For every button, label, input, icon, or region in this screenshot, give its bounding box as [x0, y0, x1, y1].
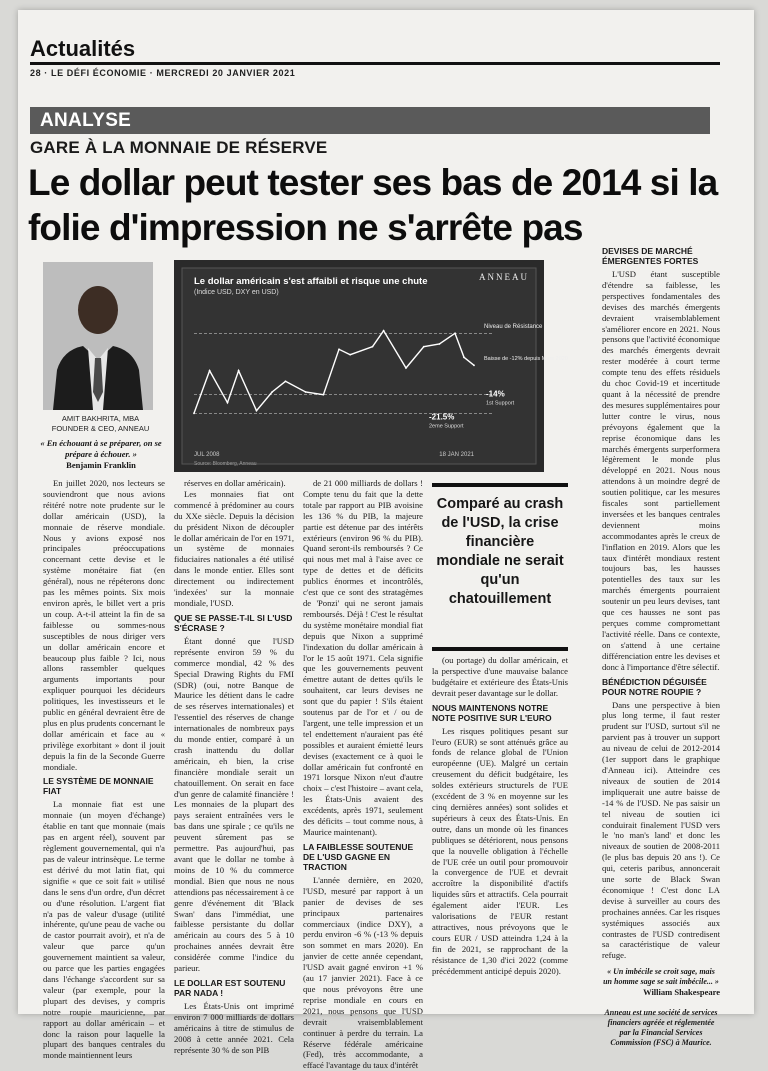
- annotation-resistance: Niveau de Résistance: [484, 324, 543, 330]
- subheading: LA FAIBLESSE SOUTENUE DE L'USD GAGNE EN TRACTION: [303, 841, 414, 872]
- pull-quote: Comparé au crash de l'USD, la crise financière mondiale ne serait qu'un chatouillement: [436, 496, 564, 607]
- article-column-4: [432, 655, 568, 976]
- paragraph: En juillet 2020, nos lecteurs se souviendront que nous avions réitéré notre note prudente sur le dollar américain (USD), la monnaie de réserve mondiale. Nous y avions exposé nos principales préoccupations concernant cette devise et le système monétaire fiat (en général), nous ne répéterons donc pas les mêmes points. Six mois environ après, le billet vert a pris un coup. A-t-il atteint la fin de sa faiblesse ou sommes-nous susceptibles de nous diriger vers un dollar américain encore et beaucoup plus faible ? Ici, nous allons rassembler quelques arguments importants pour expliquer pourquoi les décideurs politiques, les investisseurs et le public en général devraient être de plus en plus prudents concernant le dollar américain et face au « privilège exorbitant » dont il jouit depuis la fin de la Seconde Guerre mondiale.: [43, 478, 165, 772]
- subheading: LE DOLLAR EST SOUTENU PAR NADA !: [174, 977, 286, 998]
- dxy-point: [193, 412, 195, 414]
- paragraph: Les États-Unis ont imprimé environ 7 000 milliards de dollars américains à titre de stimulus de 2008 à cette année 2021. Cela représente 30 % de son PIB: [174, 1000, 294, 1055]
- annotation-first-support: -14%: [486, 389, 505, 399]
- annotation-first-support-sub: 1st Support: [486, 400, 515, 407]
- author-credit: [38, 414, 163, 434]
- dxy-point: [439, 343, 441, 345]
- subheading: NOUS MAINTENONS NOTRE NOTE POSITIVE SUR L'EURO: [432, 702, 552, 723]
- disclaimer-note: Anneau est une société de services financiers agréée et réglementée par la Financial Services Commission (FSC) à Maurice.: [604, 1008, 718, 1048]
- author-portrait: [43, 262, 153, 410]
- dxy-point: [372, 346, 374, 348]
- person-silhouette-icon: [43, 262, 153, 410]
- section-rule: [30, 62, 720, 65]
- dxy-point: [473, 364, 475, 366]
- closing-quote-author: William Shakespeare: [643, 987, 720, 998]
- issue-line: 28 · LE DÉFI ÉCONOMIE · MERCREDI 20 JANVIER 2021: [30, 68, 296, 78]
- analysis-bar: [30, 107, 710, 134]
- author-role: FOUNDER & CEO, ANNEAU: [51, 424, 150, 433]
- annotation-decline: Baisse de -12% depuis Mars 2020: [484, 356, 568, 362]
- article-column-3: [303, 478, 423, 1071]
- paragraph: La monnaie fiat est une monnaie (un moyen d'échange) établie en tant que monnaie (mais pas en argent réel), souvent par règlement gouvernemental, qui n'a pas de valeur intrinsèque. Le terme est dérivé du mot latin fiat, qui signifie « que ce soit fait » utilisé dans le sens d'un ordre, d'un décret ou d'une résolution. L'argent fiat n'a pas de valeur d'usage (utilité inhérente, qu'une peau de vache ou de castor pourrait avoir), et n'a de valeur que parce qu'un gouvernement maintient sa valeur, ou parce que les parties engagées dans l'échange s'accordent sur sa valeur (par exemple, pour la plupart des devises, y compris notre roupie mauricienne, par rapport au dollar américain – et donc la raison pour laquelle la plupart des banques centrales du monde maintiennent leurs: [43, 799, 165, 1061]
- chart-source: Source: Bloomberg, Anneau: [194, 461, 257, 467]
- article-kicker: GARE À LA MONNAIE DE RÉSERVE: [30, 138, 328, 157]
- dxy-point: [383, 330, 385, 332]
- closing-quote: « Un imbécile se croit sage, mais un homme sage se sait imbécile... »: [603, 967, 719, 987]
- paragraph: réserves en dollar américain).: [184, 478, 286, 488]
- chart-canvas: [174, 260, 568, 472]
- subheading: DEVISES DE MARCHÉ ÉMERGENTES FORTES: [602, 246, 699, 266]
- dxy-point: [323, 394, 325, 396]
- paragraph: Dans une perspective à bien plus long terme, il faut rester prudent sur l'USD, surtout s'il ne parvient pas à trouver un support au niveau de celui de 2012-2014 (1er support dans le graphique d'Anneau ici). Atteindre ces niveaux de soutien de 2014 impliquerait une autre baisse de -14 % de l'USD. Ne pas saisir un tel niveau de soutien ici conduirait finalement l'USD vers le 'no man's land' et donc les niveaux de soutien de 2008-2011 (le plus bas depuis 20 ans !). Ce qui, ceteris paribus, annoncerait une sorte de Black Swan économique ! C'est donc LA devise à surveiller au cours des prochaines années. Car les risques systémiques associés aux contrastes de l'USD contredisent sa caractéristique de valeur refuge.: [602, 699, 720, 961]
- quote-author: Benjamin Franklin: [66, 460, 136, 470]
- paragraph: L'USD étant susceptible d'étendre sa faiblesse, les perspectives fondamentales des devises des marchés émergents devraient vraisemblablement s'améliorer encore en 2021. Nous pensons que l'activité économique des marchés émergents devrait rester modérée à court terme compte tenu des effets résiduels du choc Covid-19 et incertitude quant à la nécessité de prendre des mesures supplémentaires pour lutter contre le virus, nous prévoyons également que la reprise économique dans les marchés émergents surperformera légèrement le monde plus développé en 2021. Nous nous attendons à un moindre degré de soutien politique, car les mesures fiscales sont partiellement inversées et les banques centrales deviennent moins accommodantes après le creux de l'inflation en 2019. Alors que les taux d'intérêt mondiaux restent toujours bas, les hausses potentielles des taux sur les marchés émergents pourraient soutenir un peu leurs devises, tant que ces hausses ne sont pas perçues comme compromettant l'activité réelle. Dans ce contexte, on s'attend à une certaine différenciation entre les devises et donc à l'importance d'être sélectif.: [602, 269, 720, 672]
- chart-brand: ANNEAU: [479, 272, 529, 282]
- paragraph: Étant donné que l'USD représente environ 59 % du commerce mondial, 42 % des Special Drawing Rights du FMI (SDR) (oui, notre Banque de Maurice les détient dans le cadre de ses réserves internationales) et l'essentiel des réserves de change internationales de nombreux pays du monde entier, comparé à un crash inattendu du dollar américain, eh bien, la crise financière mondiale serait un chatouillement. On serait en face d'un genre de calamité financière ! Les monnaies de la plupart des pays seraient entraînées vers le bas dans une spirale ; ce qu'ils ne peuvent sûrement pas se permettre. Pas aujourd'hui, pas avant que le dollar ne tombe à moins de 10 % du commerce mondial. Bien que nous ne nous attendions pas nécessairement à ce genre d'événement dit 'Black Swan' dans l'immédiat, une faiblesse persistante du dollar américain au cours des 5 à 10 prochaines années devrait être considérée comme l'indice du parieur.: [174, 635, 294, 974]
- dxy-point: [405, 367, 407, 369]
- paragraph: Les monnaies fiat ont commencé à prédominer au cours du XXe siècle. Depuis la décision du président Nixon de découpler le dollar américain de l'or en 1971, un système de monnaies fiduciaires nationales a été utilisé dans le monde entier. Elles sont directement ou indirectement 'indexées' sur la monnaie mondiale, l'USD.: [174, 488, 294, 608]
- analysis-label: ANALYSE: [40, 110, 132, 131]
- chart-title: Le dollar américain s'est affaibli et risque une chute: [194, 276, 428, 287]
- dxy-point: [423, 346, 425, 348]
- article-column-1: [43, 478, 165, 1061]
- paragraph: L'année dernière, en 2020, l'USD, mesuré par rapport à un panier de devises de ses principaux partenaires commerciaux (indice DXY), a perdu environ -6 % (-13 % depuis son sommet en mars 2020). En janvier de cette année cependant, l'USD avait gagné environ +1 % (au 17 janvier 2021). Face à ce que nous prévoyons être une reprise mondiale en cours en 2021, nous pensons que l'USD devrait vraisemblablement continuer à perdre du terrain. La Réserve fédérale américaine (Fed), très accommodante, a effacé l'avantage du taux d'intérêt: [303, 874, 423, 1071]
- annotation-second-support: -21.5%: [429, 412, 455, 422]
- x-end-label: 18 JAN 2021: [439, 452, 474, 458]
- dxy-point: [227, 402, 229, 404]
- paragraph: (ou portage) du dollar américain, et la perspective d'une mauvaise balance budgétaire et extérieure des États-Unis devrait peser davantage sur le dollar.: [432, 655, 568, 698]
- newspaper-page: [18, 10, 754, 1071]
- franklin-quote: [40, 438, 162, 471]
- article-column-2: [174, 478, 294, 1056]
- pull-quote-box: [432, 483, 568, 651]
- x-start-label: JUL 2008: [194, 452, 220, 458]
- dollar-chart: [174, 260, 568, 472]
- dxy-point: [285, 380, 287, 382]
- chart-subtitle: (Indice USD, DXY en USD): [194, 289, 279, 296]
- chart-panel: [182, 268, 536, 464]
- subheading: QUE SE PASSE-T-IL SI L'USD S'ÉCRASE ?: [174, 612, 293, 633]
- dxy-point: [349, 354, 351, 356]
- author-name: AMIT BAKHRITA, MBA: [61, 414, 140, 423]
- dxy-point: [238, 370, 240, 372]
- dxy-point: [271, 391, 273, 393]
- subheading: LE SYSTÈME DE MONNAIE FIAT: [43, 776, 154, 797]
- article-headline: Le dollar peut tester ses bas de 2014 si la folie d'impression ne s'arrête pas: [28, 162, 718, 248]
- dxy-point: [256, 410, 258, 412]
- annotation-second-support-sub: 2eme Support: [429, 423, 464, 430]
- dxy-point: [209, 370, 211, 372]
- dxy-point: [338, 348, 340, 350]
- article-column-5: [602, 242, 720, 1048]
- subheading: BÉNÉDICTION DÉGUISÉE POUR NOTRE ROUPIE ?: [602, 676, 707, 697]
- quote-text: « En échouant à se préparer, on se prépare à échouer. »: [40, 438, 162, 459]
- dxy-point: [305, 391, 307, 393]
- dxy-point: [463, 356, 465, 358]
- dxy-point: [454, 332, 456, 334]
- paragraph: Les risques politiques pesant sur l'euro (EUR) se sont atténués grâce au fonds de relance global de l'Union européenne (UE). Malgré un certain creusement du déficit budgétaire, les soldes extérieurs structurels de l'UE (excédent de 3 % en moyenne sur les cinq dernières années) sont solides et supérieurs à ceux des États-Unis. En outre, dans un monde où les finances publiques se détériorent, nous pensons que la nouvelle obligation à l'échelle de l'UE crée un outil pour promouvoir la convergence de l'UE et devrait accroître la disponibilité d'actifs liquides sûrs et attractifs. Cela pourrait également aider l'EUR. Les valorisations de l'EUR restant attractives, nous prévoyons que le cours EUR / USD atteindra 1,24 à la fin de 2021, se rapprochant de la résistance de 1,30 d'ici 2022 (comme précédemment anticipé depuis 2020).: [432, 725, 568, 976]
- paragraph: de 21 000 milliards de dollars ! Compte tenu du fait que la dette totale par rapport au PIB avoisine les 136 % du PIB, la majeure partie est détenue par des intérêts extérieurs (environ 96 % du PIB). Quand seront-ils remboursés ? Ce qui nous met mal à l'aise avec ce type de dettes et de déficits publics énormes et incontrôlés, c'est que ce sont des stratagèmes de 'Ponzi' qui ne seront jamais remboursés. Déjà ! C'est le résultat du système monétaire mondial fiat depuis que Nixon a supprimé l'indexation du dollar américain à l'or le 15 août 1971. Cela signifie que les gouvernements peuvent émettre autant de dettes qu'ils le souhaitent, car leurs devises ne sont que du papier ! S'ils étaient soutenus par de l'or et / ou de l'argent, une telle impression et un tel endettement n'auraient pas été possibles et auraient émietté leurs devises (exactement ce à quoi le dollar américain fut confronté en 1971 lorsque Nixon n'eut d'autre choix – c'est l'histoire – avant cela, les États-Unis avaient des excédents, après 1971, seulement des déficits – tout comme nous, à Maurice maintenant).: [303, 478, 423, 837]
- section-title: Actualités: [30, 36, 136, 61]
